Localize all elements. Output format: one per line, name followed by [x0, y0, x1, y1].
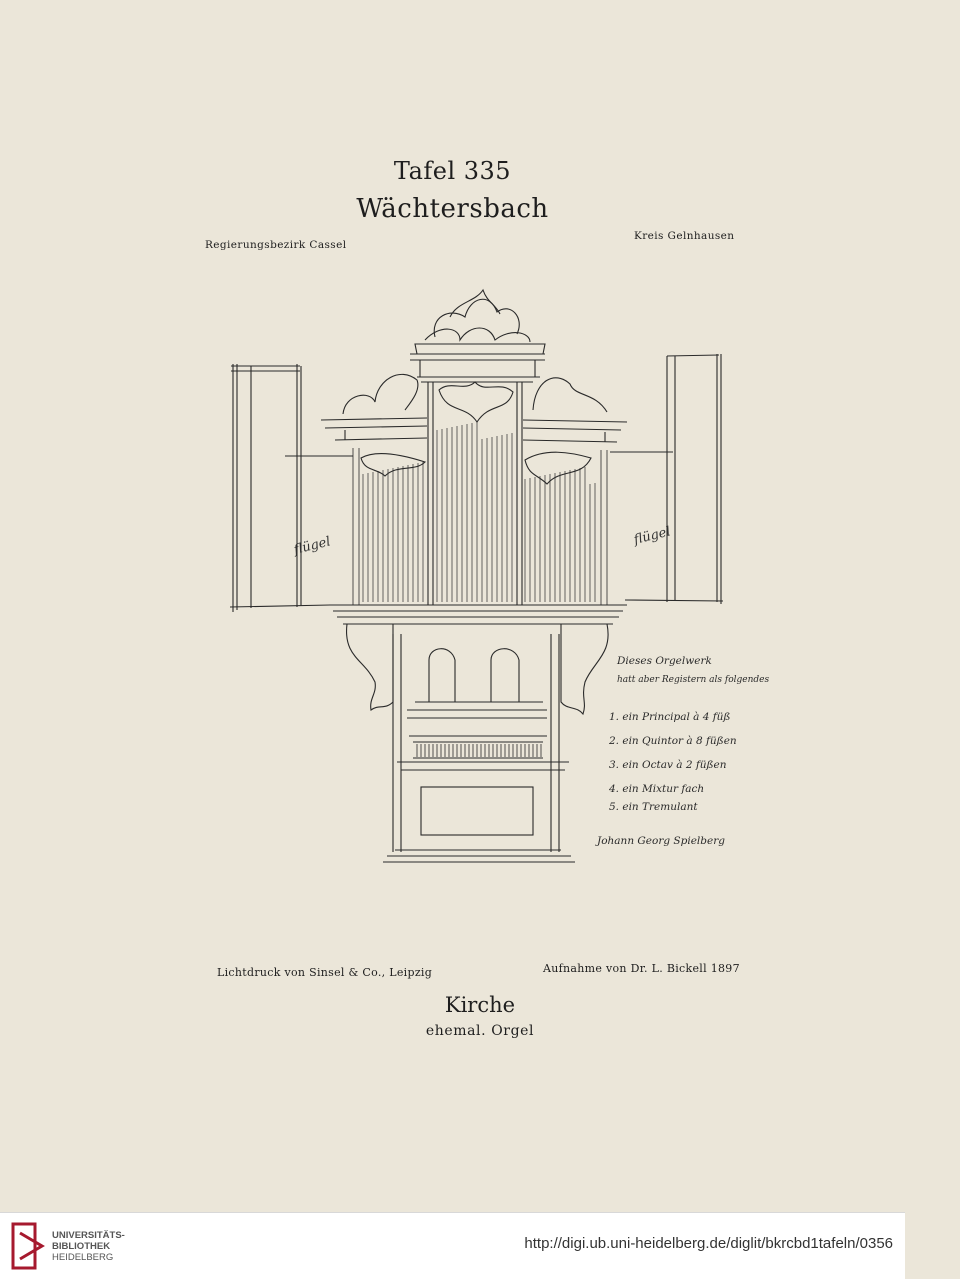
logo-line: HEIDELBERG — [52, 1252, 114, 1263]
wing-label-left: flügel — [292, 534, 333, 558]
manuscript-line: Dieses Orgelwerk — [617, 655, 712, 667]
logo-line: BIBLIOTHEK — [52, 1241, 111, 1252]
region-right: Kreis Gelnhausen — [634, 230, 735, 242]
page-title: Wächtersbach — [356, 194, 549, 224]
manuscript-note — [595, 655, 769, 847]
side-carvings — [361, 452, 591, 484]
region-left: Regierungsbezirk Cassel — [205, 239, 347, 251]
photo-credit: Aufnahme von Dr. L. Bickell 1897 — [543, 962, 740, 975]
manuscript-line: hatt aber Registern als folgendes — [617, 675, 770, 685]
print-credit: Lichtdruck von Sinsel & Co., Leipzig — [217, 966, 433, 979]
caption-detail: ehemal. Orgel — [425, 1023, 535, 1039]
manuscript-line: 5. ein Tremulant — [609, 801, 698, 813]
manuscript-line: 3. ein Octav à 2 füßen — [609, 759, 727, 771]
wing-label-right: flügel — [632, 524, 673, 548]
manuscript-signature: Johann Georg Spielberg — [597, 835, 725, 847]
crest-ornament — [415, 290, 545, 354]
permalink-url[interactable]: http://digi.ub.uni-heidelberg.de/diglit/bkrcbd1tafeln/0356 — [524, 1235, 893, 1252]
lower-case — [393, 634, 559, 852]
side-crowns — [321, 374, 627, 442]
logo-line: UNIVERSITÄTS- — [52, 1230, 125, 1241]
manuscript-line: 4. ein Mixtur fach — [609, 783, 705, 795]
library-logo-text — [52, 1230, 125, 1263]
manuscript-line: 2. ein Quintor à 8 füßen — [609, 735, 737, 747]
console-brackets — [347, 624, 609, 714]
impost-cornice — [329, 605, 627, 624]
organ-pipes — [363, 422, 595, 602]
organ-drawing — [225, 262, 770, 877]
caption-subject: Kirche — [444, 993, 516, 1017]
plate-number: Tafel 335 — [393, 157, 512, 185]
organ-base — [383, 762, 575, 862]
left-wing-panel — [230, 364, 353, 612]
viewer-footer — [0, 1212, 905, 1279]
manuscript-line: 1. ein Principal à 4 füß — [609, 711, 731, 723]
library-logo-icon — [12, 1223, 46, 1269]
right-wing-panel — [610, 354, 723, 604]
keyboard — [417, 744, 541, 757]
